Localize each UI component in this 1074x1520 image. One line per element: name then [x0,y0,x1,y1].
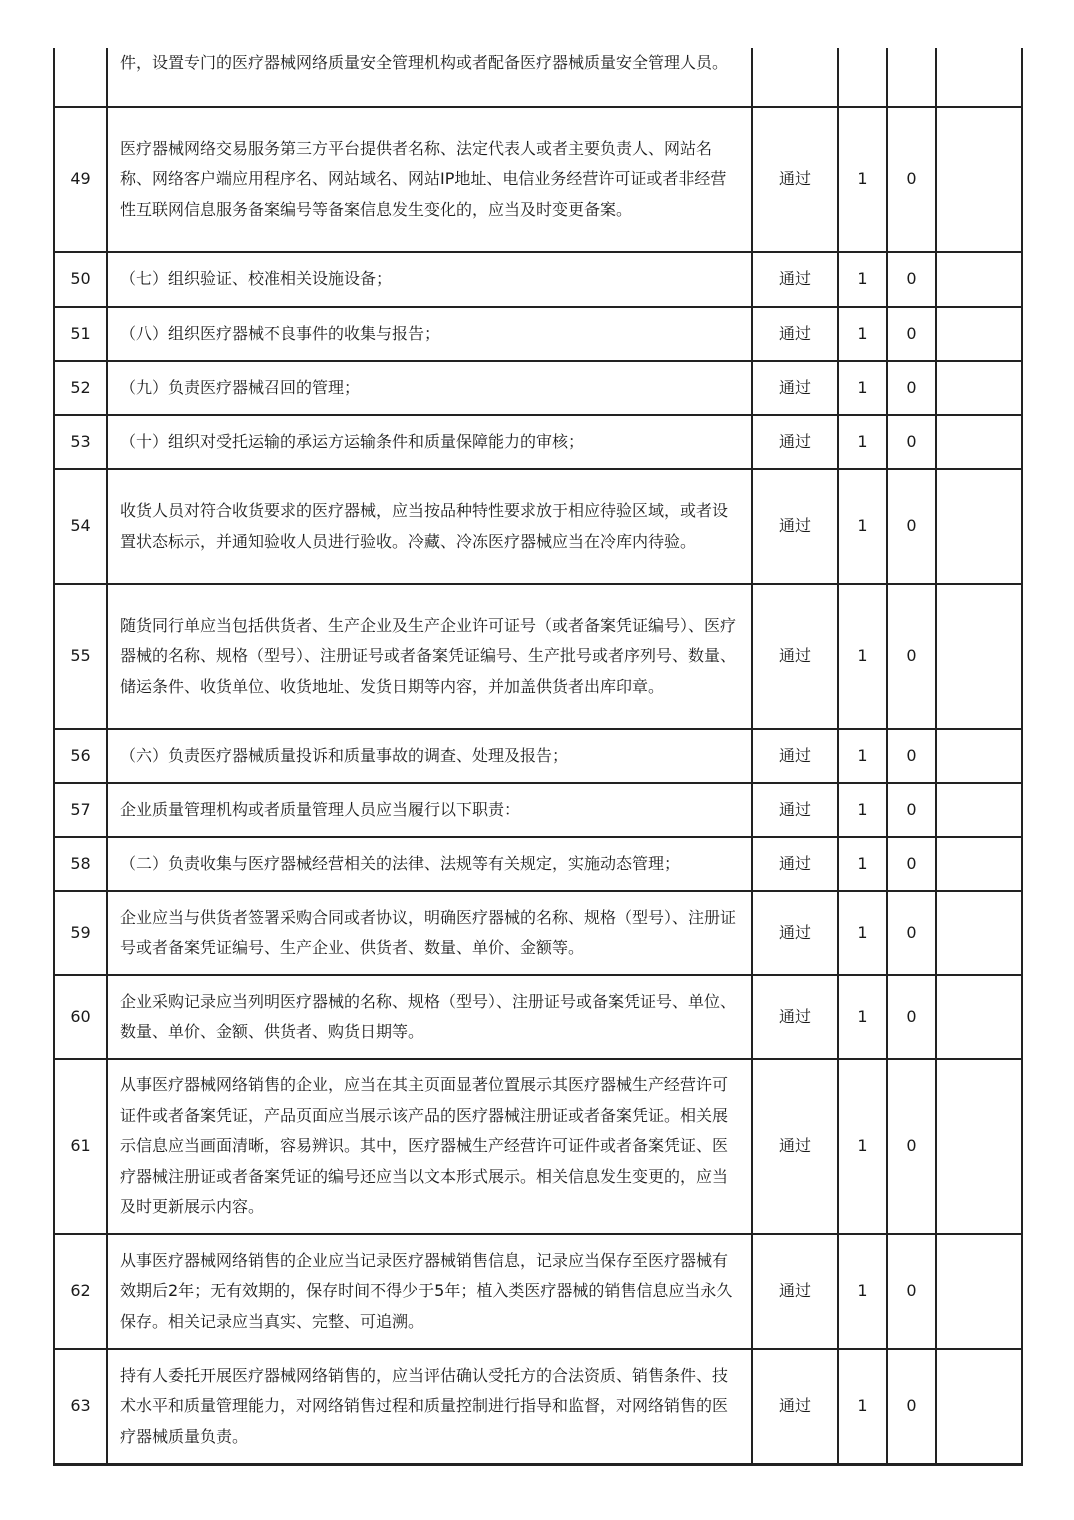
row-score-cell [838,415,887,469]
row-result: 通过 [778,646,811,666]
table-row [54,361,1022,415]
row-result-cell [752,783,838,837]
row-content: 持有人委托开展医疗器械网络销售的，应当评估确认受托方的合法资质、销售条件、技术水平和质量管理能力，对网络销售过程和质量控制进行指导和监督，对网络销售的医疗器械质量负责。 [120,1365,729,1446]
row-content: （二）负责收集与医疗器械经营相关的法律、法规等有关规定，实施动态管理； [120,853,681,873]
row-score-cell [838,837,887,891]
row-remark-cell [936,107,1022,252]
row-remark-cell [936,469,1022,584]
row-number-cell [54,415,107,469]
row-score-cell [838,48,887,107]
table-row [54,107,1022,252]
row-deduct-cell [887,361,936,415]
row-score: 1 [857,431,868,451]
row-number-cell [54,891,107,975]
row-content: （十）组织对受托运输的承运方运输条件和质量保障能力的审核； [120,431,585,451]
row-remark-cell [936,1234,1022,1349]
table-row [54,415,1022,469]
row-number: 53 [70,431,91,451]
row-score: 1 [857,1006,868,1026]
row-remark-cell [936,1059,1022,1234]
row-remark-cell [936,307,1022,361]
row-remark-cell [936,975,1022,1059]
row-score-cell [838,1234,887,1349]
row-number-cell [54,107,107,252]
row-deduct-cell [887,469,936,584]
row-score: 1 [857,516,868,536]
row-result-cell [752,469,838,584]
row-number-cell [54,783,107,837]
row-content-cell [107,469,752,584]
row-result: 通过 [778,1396,811,1415]
table-row [54,1059,1022,1234]
row-number-cell [54,252,107,307]
row-score: 1 [857,377,868,397]
table-row [54,307,1022,361]
row-remark-cell [936,1349,1022,1464]
row-remark-cell [936,837,1022,891]
table-row [54,584,1022,729]
row-deduct-cell [887,975,936,1059]
row-score-cell [838,584,887,729]
row-deduct-cell [887,891,936,975]
row-result-cell [752,1059,838,1234]
row-content-cell [107,1349,752,1464]
row-score-cell [838,729,887,783]
row-content: （七）组织验证、校准相关设施设备； [120,269,393,289]
row-score-cell [838,307,887,361]
row-score: 1 [857,169,868,189]
row-score: 1 [857,922,868,942]
row-result-cell [752,252,838,307]
row-result: 通过 [778,745,811,765]
row-result-cell [752,1234,838,1349]
row-result-cell [752,891,838,975]
row-score: 1 [857,1281,868,1301]
row-score: 1 [857,853,868,873]
row-content-cell [107,1234,752,1349]
row-content: 随货同行单应当包括供货者、生产企业及生产企业许可证号（或者备案凭证编号）、医疗器械的名称、规格（型号）、注册证号或者备案凭证编号、生产批号或者序列号、数量、储运条件、收货单位、收货地址、发货日期等内容，并加盖供货者出库印章。 [120,615,737,696]
row-deduct-cell [887,307,936,361]
row-result-cell [752,975,838,1059]
row-content-cell [107,729,752,783]
row-result-cell [752,361,838,415]
row-number-cell [54,1059,107,1234]
row-deduct-cell [887,252,936,307]
row-deduct: 0 [906,169,917,189]
row-deduct-cell [887,415,936,469]
row-deduct-cell [887,729,936,783]
row-number-cell [54,361,107,415]
row-content-cell [107,361,752,415]
row-deduct: 0 [906,745,917,765]
row-result-cell [752,307,838,361]
row-result-cell [752,729,838,783]
row-remark-cell [936,415,1022,469]
row-content: 医疗器械网络交易服务第三方平台提供者名称、法定代表人或者主要负责人、网站名称、网络客户端应用程序名、网站域名、网站IP地址、电信业务经营许可证或者非经营性互联网信息服务备案编号等备案信息发生变化的，应当及时变更备案。 [120,138,727,219]
table-row [54,48,1022,107]
row-number-cell [54,1234,107,1349]
row-score: 1 [857,1396,868,1415]
row-result: 通过 [778,431,811,451]
row-content-cell [107,975,752,1059]
row-score: 1 [857,745,868,765]
row-number-cell [54,307,107,361]
row-number: 61 [70,1136,91,1156]
table-row [54,1234,1022,1349]
row-content-cell [107,415,752,469]
row-result: 通过 [778,853,811,873]
row-number: 52 [70,377,91,397]
row-content: 企业应当与供货者签署采购合同或者协议，明确医疗器械的名称、规格（型号）、注册证号或者备案凭证编号、生产企业、供货者、数量、单价、金额等。 [120,907,737,957]
row-content: 从事医疗器械网络销售的企业应当记录医疗器械销售信息，记录应当保存至医疗器械有效期后2年；无有效期的，保存时间不得少于5年；植入类医疗器械的销售信息应当永久保存。相关记录应当真实、完整、可追溯。 [120,1250,733,1331]
row-result: 通过 [778,169,811,189]
row-number-cell [54,975,107,1059]
row-result-cell [752,584,838,729]
row-deduct: 0 [906,853,917,873]
row-content: 从事医疗器械网络销售的企业，应当在其主页面显著位置展示其医疗器械生产经营许可证件或者备案凭证，产品页面应当展示该产品的医疗器械注册证或者备案凭证。相关展示信息应当画面清晰，容易辨识。其中，医疗器械生产经营许可证件或者备案凭证、医疗器械注册证或者备案凭证的编号还应当以文本形式展示。相关信息发生变更的，应当及时更新展示内容。 [120,1075,729,1217]
row-number: 55 [70,646,91,666]
row-remark-cell [936,361,1022,415]
row-deduct: 0 [906,922,917,942]
row-content: 企业采购记录应当列明医疗器械的名称、规格（型号）、注册证号或备案凭证号、单位、数量、单价、金额、供货者、购货日期等。 [120,991,737,1041]
row-content: （六）负责医疗器械质量投诉和质量事故的调查、处理及报告； [120,745,569,765]
row-number-cell [54,48,107,107]
row-content-cell [107,48,752,107]
row-score-cell [838,1059,887,1234]
review-table [53,48,1023,1466]
row-deduct-cell [887,1059,936,1234]
row-result: 通过 [778,799,811,819]
row-deduct: 0 [906,646,917,666]
row-number: 60 [70,1006,91,1026]
row-result-cell [752,48,838,107]
row-deduct-cell [887,1234,936,1349]
row-score: 1 [857,799,868,819]
row-deduct: 0 [906,377,917,397]
row-number-cell [54,837,107,891]
table-row [54,252,1022,307]
table-row [54,1349,1022,1464]
row-deduct-cell [887,783,936,837]
row-content-cell [107,107,752,252]
row-remark-cell [936,252,1022,307]
row-number-cell [54,729,107,783]
row-number-cell [54,584,107,729]
row-deduct: 0 [906,1136,917,1156]
row-score-cell [838,1349,887,1464]
row-remark-cell [936,729,1022,783]
table-row [54,729,1022,783]
row-score-cell [838,975,887,1059]
row-result-cell [752,837,838,891]
row-deduct: 0 [906,269,917,289]
row-content: （九）负责医疗器械召回的管理； [120,377,361,397]
row-number: 57 [70,799,91,819]
row-result-cell [752,1349,838,1464]
row-deduct-cell [887,837,936,891]
row-score-cell [838,252,887,307]
row-result: 通过 [778,516,811,536]
row-deduct: 0 [906,431,917,451]
row-number: 50 [70,269,91,289]
row-number: 58 [70,853,91,873]
row-deduct-cell [887,1349,936,1464]
row-content: 企业质量管理机构或者质量管理人员应当履行以下职责： [120,799,521,819]
row-deduct: 0 [906,1281,917,1301]
row-result: 通过 [778,922,811,942]
row-result: 通过 [778,1006,811,1026]
row-number: 51 [70,323,91,343]
row-deduct-cell [887,48,936,107]
row-content-cell [107,1059,752,1234]
row-content-cell [107,584,752,729]
row-result: 通过 [778,377,811,397]
row-result: 通过 [778,1136,811,1156]
row-content: （八）组织医疗器械不良事件的收集与报告； [120,323,441,343]
row-score: 1 [857,269,868,289]
row-remark-cell [936,584,1022,729]
row-deduct: 0 [906,799,917,819]
row-number: 54 [70,516,91,536]
row-remark-cell [936,783,1022,837]
row-deduct: 0 [906,1006,917,1026]
row-result-cell [752,107,838,252]
row-number-cell [54,469,107,584]
row-content: 收货人员对符合收货要求的医疗器械，应当按品种特性要求放于相应待验区域，或者设置状态标示，并通知验收人员进行验收。冷藏、冷冻医疗器械应当在冷库内待验。 [120,501,729,551]
row-deduct: 0 [906,1396,917,1415]
table-row [54,783,1022,837]
row-score: 1 [857,323,868,343]
table-body [54,48,1022,1464]
table-row [54,891,1022,975]
row-remark-cell [936,891,1022,975]
table-row [54,837,1022,891]
row-number: 59 [70,922,91,942]
row-result: 通过 [778,269,811,289]
row-content-cell [107,837,752,891]
row-deduct: 0 [906,516,917,536]
row-score-cell [838,891,887,975]
row-score: 1 [857,1136,868,1156]
row-score-cell [838,107,887,252]
row-result: 通过 [778,323,811,343]
row-number-cell [54,1349,107,1464]
row-deduct-cell [887,107,936,252]
row-score-cell [838,469,887,584]
row-deduct: 0 [906,323,917,343]
row-number: 56 [70,745,91,765]
row-number: 63 [70,1396,91,1415]
table-row [54,975,1022,1059]
row-content-cell [107,307,752,361]
row-number: 62 [70,1281,91,1301]
row-content-cell [107,252,752,307]
row-content: 件，设置专门的医疗器械网络质量安全管理机构或者配备医疗器械质量安全管理人员。 [120,53,729,72]
table-row [54,469,1022,584]
row-number: 49 [70,169,91,189]
row-result: 通过 [778,1281,811,1301]
row-remark-cell [936,48,1022,107]
row-result-cell [752,415,838,469]
row-score-cell [838,361,887,415]
row-content-cell [107,891,752,975]
row-content-cell [107,783,752,837]
row-score: 1 [857,646,868,666]
row-deduct-cell [887,584,936,729]
row-score-cell [838,783,887,837]
